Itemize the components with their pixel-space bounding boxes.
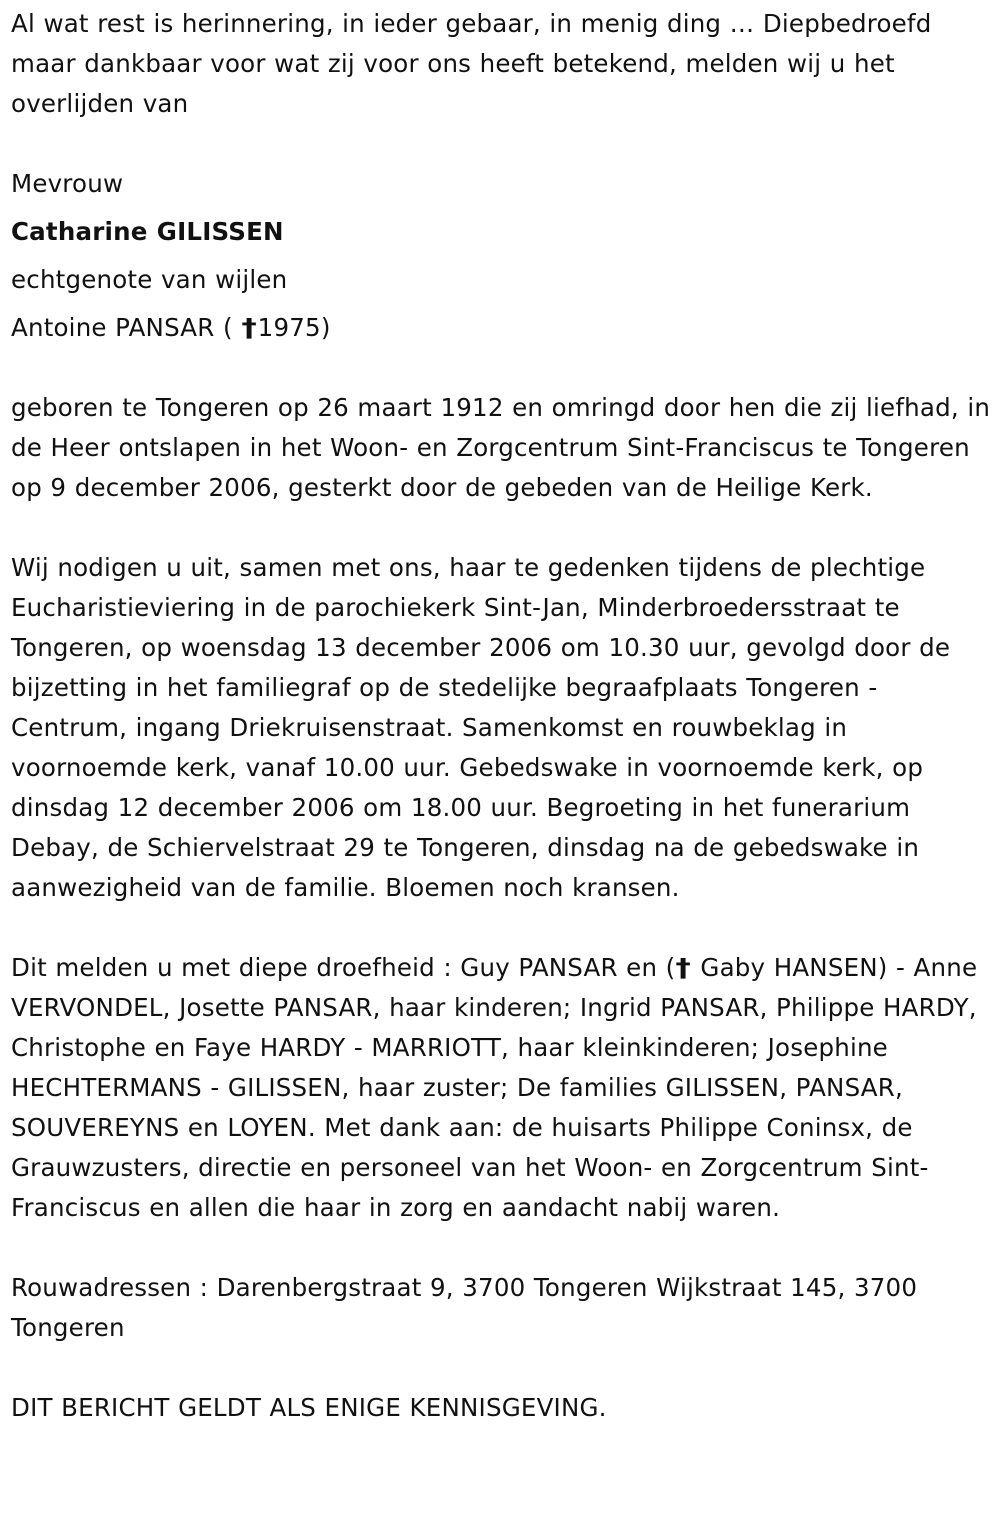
spacer	[11, 124, 993, 164]
closing-statement: DIT BERICHT GELDT ALS ENIGE KENNISGEVING.	[11, 1393, 607, 1422]
family-paragraph	[11, 948, 993, 1228]
spouse-relation: echtgenote van wijlen	[11, 265, 288, 294]
spacer	[11, 1228, 993, 1268]
intro-paragraph: Al wat rest is herinnering, in ieder gebaar, in menig ding … Diepbedroefd maar dankbaar voor wat zij voor ons heeft betekend, melden wij u het overlijden van	[11, 9, 932, 118]
ceremony-paragraph: Wij nodigen u uit, samen met ons, haar te gedenken tijdens de plechtige Eucharistieviering in de parochiekerk Sint-Jan, Minderbroedersstraat te Tongeren, op woensdag 13 december 2006 om 10.30 uur, gevolgd door de bijzetting in het familiegraf op de stedelijke begraafplaats Tongeren - Centrum, ingang Driekruisenstraat. Samenkomst en rouwbeklag in voornoemde kerk, vanaf 10.00 uur. Gebedswake in voornoemde kerk, op dinsdag 12 december 2006 om 18.00 uur. Begroeting in het funerarium Debay, de Schiervelstraat 29 te Tongeren, dinsdag na de gebedswake in aanwezigheid van de familie. Bloemen noch kransen.	[11, 553, 951, 902]
spacer	[11, 1348, 993, 1388]
birth-death-paragraph: geboren te Tongeren op 26 maart 1912 en omringd door hen die zij liefhad, in de Heer ontslapen in het Woon- en Zorgcentrum Sint-Franciscus te Tongeren op 9 december 2006, gesterkt door de gebeden van de Heilige Kerk.	[11, 393, 991, 502]
spouse-death-year: 1975)	[257, 313, 331, 342]
honorific: Mevrouw	[11, 169, 124, 198]
cross-icon: †	[241, 313, 258, 342]
deceased-name: Catharine GILISSEN	[11, 217, 284, 246]
spacer	[11, 348, 993, 388]
spouse-line	[11, 304, 993, 352]
spacer	[11, 908, 993, 948]
spouse-name: Antoine PANSAR (	[11, 313, 233, 342]
obituary-notice	[11, 4, 993, 1428]
family-text-rest: Gaby HANSEN) - Anne VERVONDEL, Josette PANSAR, haar kinderen; Ingrid PANSAR, Philippe HARDY, Christophe en Faye HARDY - MARRIOTT, haar kleinkinderen; Josephine HECHTERMANS - GILISSEN, haar zuster; De families GILISSEN, PANSAR, SOUVEREYNS en LOYEN. Met dank aan: de huisarts Philippe Coninsx, de Grauwzusters, directie en personeel van het Woon- en Zorgcentrum Sint-Franciscus en allen die haar in zorg en aandacht nabij waren.	[11, 953, 978, 1222]
addresses-paragraph: Rouwadressen : Darenbergstraat 9, 3700 Tongeren Wijkstraat 145, 3700 Tongeren	[11, 1273, 918, 1342]
family-text-start: Dit melden u met diepe droefheid : Guy PANSAR en (	[11, 953, 676, 982]
deceased-block	[11, 160, 993, 352]
cross-icon: †	[675, 953, 692, 982]
spacer	[11, 508, 993, 548]
